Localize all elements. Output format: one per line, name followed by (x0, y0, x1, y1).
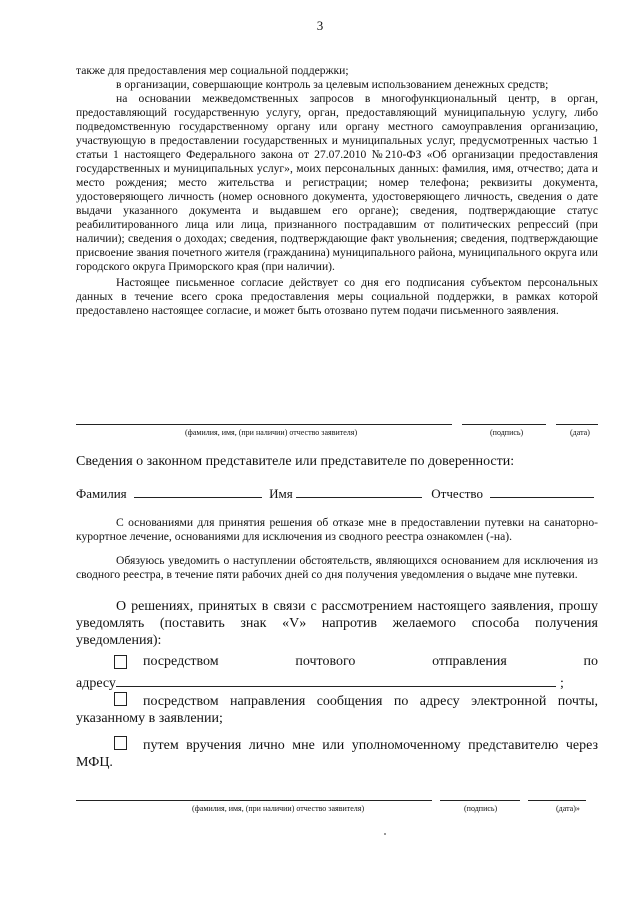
scan-speck (384, 833, 386, 835)
consent-paragraph-2: в организации, совершающие контроль за целевым использованием денежных средств; (116, 78, 549, 91)
notify-option-post-address (76, 673, 598, 692)
page-number: 3 (316, 18, 324, 33)
consent-paragraph-4: Настоящее письменное согласие действует со дня его подписания субъектом персональных данных в течение всего срока предоставления меры социальной поддержки, в рамках которой предоставлено настоящее согласие, и может быть отозвано путем подачи письменного заявления. (76, 276, 598, 317)
consent-text (76, 64, 598, 318)
statement-obligation: Обязуюсь уведомить о наступлении обстоятельств, являющихся основанием для исключения из сводного реестра, в течение пяти рабочих дней со дня получения уведомления о выдаче мне путевки. (76, 554, 598, 581)
consent-paragraph-1: также для предоставления мер социальной поддержки; (76, 64, 349, 77)
checkbox-post[interactable] (114, 655, 127, 669)
applicant2-date-caption: (дата)» (556, 804, 580, 813)
address-label: адресу (76, 676, 116, 691)
statements (76, 516, 598, 582)
applicant2-date-line[interactable] (528, 800, 586, 801)
applicant-date-line[interactable] (556, 424, 598, 425)
opt1-word-4: по (583, 654, 598, 669)
address-semicolon: ; (559, 676, 564, 691)
surname-field[interactable] (134, 485, 262, 498)
patronymic-label: Отчество (431, 486, 483, 501)
applicant2-name-caption: (фамилия, имя, (при наличии) отчество заявителя) (192, 804, 365, 813)
notify-option-email (76, 692, 598, 727)
applicant-name-caption: (фамилия, имя, (при наличии) отчество заявителя) (185, 428, 358, 437)
checkbox-email[interactable] (114, 692, 127, 706)
first-name-label: Имя (269, 486, 293, 501)
notify-option-post (76, 654, 598, 670)
opt1-word-3: отправления (432, 654, 507, 669)
statement-acknowledgement: С основаниями для принятия решения об отказе мне в предоставлении путевки на санаторно-курортное лечение, основаниями для исключения из сводного реестра ознакомлен (-на). (76, 516, 598, 543)
opt2-text: посредством направления сообщения по адресу электронной почты, указанному в заявлении; (76, 694, 598, 726)
applicant2-signature-caption: (подпись) (464, 804, 498, 813)
applicant-date-caption: (дата) (570, 428, 590, 437)
representative-title: Сведения о законном представителе или представителе по доверенности: (76, 454, 515, 469)
notify-option-mfc (76, 736, 598, 771)
applicant-signature-line[interactable] (462, 424, 546, 425)
representative-name-row (76, 485, 598, 502)
opt1-word-2: почтового (295, 654, 356, 669)
checkbox-mfc[interactable] (114, 736, 127, 750)
applicant2-name-line[interactable] (76, 800, 432, 801)
opt3-text: путем вручения лично мне или уполномоченному представителю через МФЦ. (76, 738, 598, 770)
first-name-field[interactable] (296, 485, 422, 498)
surname-label: Фамилия (76, 486, 127, 501)
notification-intro (76, 598, 598, 649)
patronymic-field[interactable] (490, 485, 594, 498)
consent-paragraph-3: на основании межведомственных запросов в многофункциональный центр, в орган, предоставляющий государственную услугу, орган, предоставляющий муниципальную услугу, либо подведомственную государственному органу или органу местного самоуправления организацию, участвующую в предоставлении государственных и муниципальных услуг, предусмотренных частью 1 статьи 1 настоящего Федерального закона от 27.07.2010 №210-ФЗ «Об организации предоставления государственных и муниципальных услуг», моих персональных данных: фамилия, имя, отчество; дата и место рождения; место жительства и регистрации; номер телефона; реквизиты документа, удостоверяющего личность (номер основного документа, удостоверяющего личность, сведения о дате выдачи указанного документа и выдавшем его органе); сведения, подтверждающие статус реабилитированного лица или лица, признанного пострадавшим от политических репрессий (при наличии); сведения о доходах; сведения, подтверждающие факт увольнения; сведения, подтверждающие присвоение звания почетного жителя (гражданина) муниципального района, муниципального округа или городского округа Приморского края (при наличии). (76, 92, 598, 273)
opt1-word-1: посредством (143, 654, 219, 669)
applicant2-signature-line[interactable] (440, 800, 520, 801)
notification-intro-text: О решениях, принятых в связи с рассмотрением настоящего заявления, прошу уведомлять (поставить знак «V» напротив желаемого способа получения уведомления): (76, 599, 598, 648)
address-field[interactable] (116, 673, 556, 687)
applicant-name-line[interactable] (76, 424, 452, 425)
applicant-signature-caption: (подпись) (490, 428, 524, 437)
